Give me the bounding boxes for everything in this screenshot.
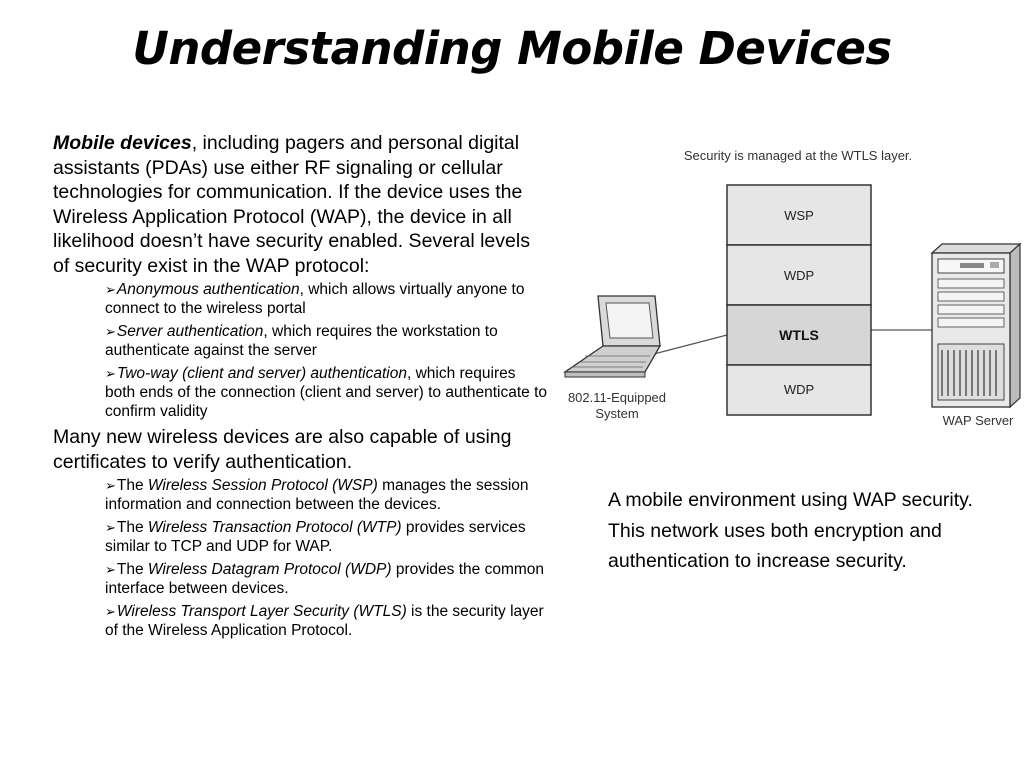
server-icon — [932, 244, 1020, 407]
client-link-line — [650, 335, 727, 355]
list-item — [105, 280, 548, 318]
layer-label: WDP — [783, 382, 815, 397]
diagram-top-caption: Security is managed at the WTLS layer. — [683, 148, 913, 163]
item-term: Wireless Transaction Protocol (WTP) — [147, 519, 402, 536]
arrow-bullet-icon: ➢ — [105, 520, 116, 535]
list-item — [105, 364, 548, 421]
item-term: Wireless Transport Layer Security (WTLS) — [116, 603, 407, 620]
arrow-bullet-icon: ➢ — [105, 562, 116, 577]
security-levels-list — [105, 280, 548, 421]
item-text: manages the session information and connection between the devices. — [105, 477, 529, 513]
list-item — [105, 322, 548, 360]
server-label: WAP Server — [942, 413, 1014, 428]
intro-text: , including pagers and personal digital assistants (PDAs) use either RF signaling or cellular technologies for communication. If the device uses the Wireless Application Protocol (WAP), the device in all likelihood doesn’t have security enabled. Several levels of security exist in the WAP protocol: — [53, 132, 530, 277]
layer-label: WTLS — [779, 327, 819, 343]
item-text: provides the common interface between devices. — [105, 561, 545, 597]
item-term: Wireless Datagram Protocol (WDP) — [147, 561, 392, 578]
arrow-bullet-icon: ➢ — [105, 366, 116, 381]
main-content — [53, 131, 548, 644]
layer-label: WSP — [784, 208, 814, 223]
arrow-bullet-icon: ➢ — [105, 282, 116, 297]
client-label: System — [595, 406, 639, 421]
arrow-bullet-icon: ➢ — [105, 604, 116, 619]
certificates-paragraph: Many new wireless devices are also capable of using certificates to verify authentication. — [53, 426, 512, 473]
item-term: Anonymous authentication — [116, 281, 300, 298]
list-item — [105, 602, 548, 640]
item-term: Wireless Session Protocol (WSP) — [147, 477, 378, 494]
arrow-bullet-icon: ➢ — [105, 324, 116, 339]
wap-diagram — [555, 138, 1024, 438]
item-text: , which requires the workstation to authenticate against the server — [105, 323, 498, 359]
item-term: Server authentication — [116, 323, 264, 340]
list-item: ➢The Wireless Session Protocol (WSP) manages the session information and connection between the devices. — [105, 477, 529, 513]
item-text: provides services similar to TCP and UDP for WAP. — [105, 519, 526, 555]
item-text: , which allows virtually anyone to connect to the wireless portal — [105, 281, 525, 317]
client-label: 802.11-Equipped — [567, 390, 667, 405]
layer-label: WDP — [783, 268, 815, 283]
list-item: ➢The Wireless Datagram Protocol (WDP) provides the common interface between devices. — [105, 561, 545, 597]
list-item: ➢The Wireless Transaction Protocol (WTP) provides services similar to TCP and UDP for WAP. — [105, 519, 526, 555]
intro-paragraph — [53, 131, 548, 278]
laptop-icon — [565, 296, 660, 377]
item-text: , which requires both ends of the connection (client and server) to authenticate to confirm validity — [105, 365, 548, 420]
item-text: is the security layer of the Wireless Application Protocol. — [105, 603, 544, 639]
arrow-bullet-icon: ➢ — [105, 478, 116, 493]
protocols-list — [105, 476, 548, 640]
intro-term: Mobile devices — [53, 132, 192, 154]
diagram-caption: A mobile environment using WAP security. This network uses both encryption and authentication to increase security. — [608, 489, 973, 572]
item-term: Two-way (client and server) authentication — [116, 365, 407, 382]
slide-title: Understanding Mobile Devices — [132, 22, 892, 75]
protocol-stack — [727, 185, 871, 415]
